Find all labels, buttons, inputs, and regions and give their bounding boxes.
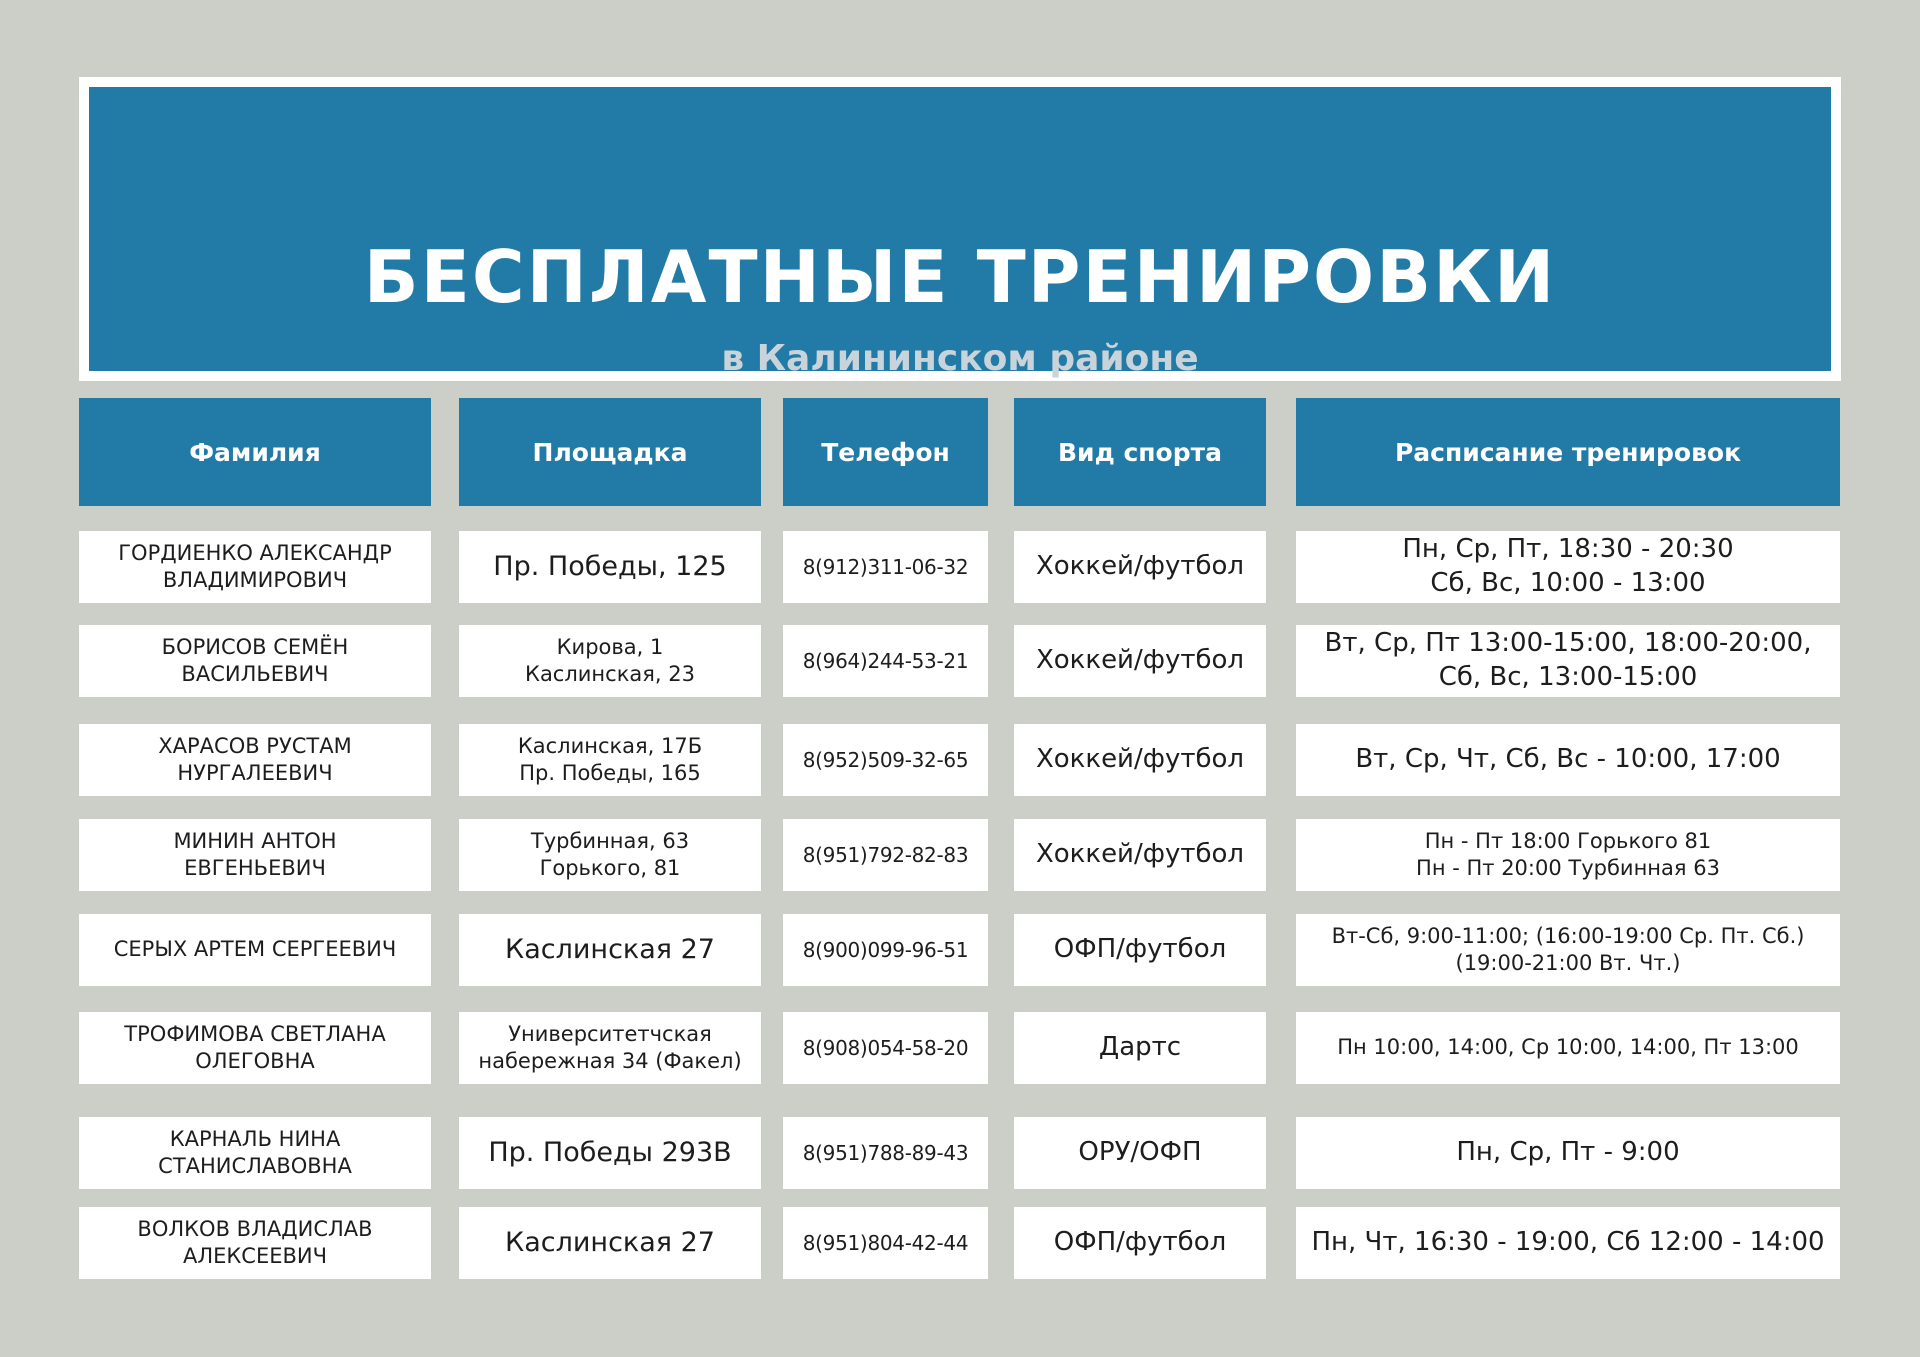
cell-phone: 8(951)804-42-44 xyxy=(783,1207,988,1279)
cell-phone: 8(952)509-32-65 xyxy=(783,724,988,796)
cell-venue: Каслинская, 17Б Пр. Победы, 165 xyxy=(459,724,761,796)
cell-venue: Каслинская 27 xyxy=(459,914,761,986)
cell-sport: ОФП/футбол xyxy=(1014,1207,1266,1279)
cell-schedule: Вт-Сб, 9:00-11:00; (16:00-19:00 Ср. Пт. Сб.) (19:00-21:00 Вт. Чт.) xyxy=(1296,914,1840,986)
page-title: БЕСПЛАТНЫЕ ТРЕНИРОВКИ xyxy=(363,235,1557,319)
cell-phone: 8(951)792-82-83 xyxy=(783,819,988,891)
cell-schedule: Вт, Ср, Чт, Сб, Вс - 10:00, 17:00 xyxy=(1296,724,1840,796)
cell-sport: Дартс xyxy=(1014,1012,1266,1084)
cell-schedule: Вт, Ср, Пт 13:00-15:00, 18:00-20:00, Сб, Вс, 13:00-15:00 xyxy=(1296,625,1840,697)
cell-name: МИНИН АНТОН ЕВГЕНЬЕВИЧ xyxy=(79,819,431,891)
cell-name: КАРНАЛЬ НИНА СТАНИСЛАВОВНА xyxy=(79,1117,431,1189)
cell-sport: Хоккей/футбол xyxy=(1014,819,1266,891)
cell-name: ВОЛКОВ ВЛАДИСЛАВ АЛЕКСЕЕВИЧ xyxy=(79,1207,431,1279)
cell-sport: Хоккей/футбол xyxy=(1014,625,1266,697)
cell-venue: Пр. Победы, 125 xyxy=(459,531,761,603)
header-surname: Фамилия xyxy=(79,398,431,506)
page-subtitle: в Калининском районе xyxy=(721,338,1199,379)
cell-sport: ОФП/футбол xyxy=(1014,914,1266,986)
cell-name: СЕРЫХ АРТЕМ СЕРГЕЕВИЧ xyxy=(79,914,431,986)
cell-name: ГОРДИЕНКО АЛЕКСАНДР ВЛАДИМИРОВИЧ xyxy=(79,531,431,603)
header-schedule: Расписание тренировок xyxy=(1296,398,1840,506)
cell-name: БОРИСОВ СЕМЁН ВАСИЛЬЕВИЧ xyxy=(79,625,431,697)
cell-schedule: Пн - Пт 18:00 Горького 81 Пн - Пт 20:00 Турбинная 63 xyxy=(1296,819,1840,891)
cell-phone: 8(908)054-58-20 xyxy=(783,1012,988,1084)
cell-schedule: Пн 10:00, 14:00, Ср 10:00, 14:00, Пт 13:00 xyxy=(1296,1012,1840,1084)
cell-venue: Турбинная, 63 Горького, 81 xyxy=(459,819,761,891)
banner xyxy=(89,87,1831,379)
cell-phone: 8(912)311-06-32 xyxy=(783,531,988,603)
cell-name: ХАРАСОВ РУСТАМ НУРГАЛЕЕВИЧ xyxy=(79,724,431,796)
header-venue: Площадка xyxy=(459,398,761,506)
cell-venue: Пр. Победы 293В xyxy=(459,1117,761,1189)
cell-venue: Кирова, 1 Каслинская, 23 xyxy=(459,625,761,697)
cell-sport: Хоккей/футбол xyxy=(1014,724,1266,796)
cell-phone: 8(951)788-89-43 xyxy=(783,1117,988,1189)
cell-schedule: Пн, Ср, Пт, 18:30 - 20:30 Сб, Вс, 10:00 - 13:00 xyxy=(1296,531,1840,603)
cell-phone: 8(964)244-53-21 xyxy=(783,625,988,697)
cell-sport: Хоккей/футбол xyxy=(1014,531,1266,603)
cell-name: ТРОФИМОВА СВЕТЛАНА ОЛЕГОВНА xyxy=(79,1012,431,1084)
header-phone: Телефон xyxy=(783,398,988,506)
cell-schedule: Пн, Ср, Пт - 9:00 xyxy=(1296,1117,1840,1189)
header-sport: Вид спорта xyxy=(1014,398,1266,506)
cell-schedule: Пн, Чт, 16:30 - 19:00, Сб 12:00 - 14:00 xyxy=(1296,1207,1840,1279)
cell-venue: Каслинская 27 xyxy=(459,1207,761,1279)
cell-venue: Университетчская набережная 34 (Факел) xyxy=(459,1012,761,1084)
cell-sport: ОРУ/ОФП xyxy=(1014,1117,1266,1189)
cell-phone: 8(900)099-96-51 xyxy=(783,914,988,986)
